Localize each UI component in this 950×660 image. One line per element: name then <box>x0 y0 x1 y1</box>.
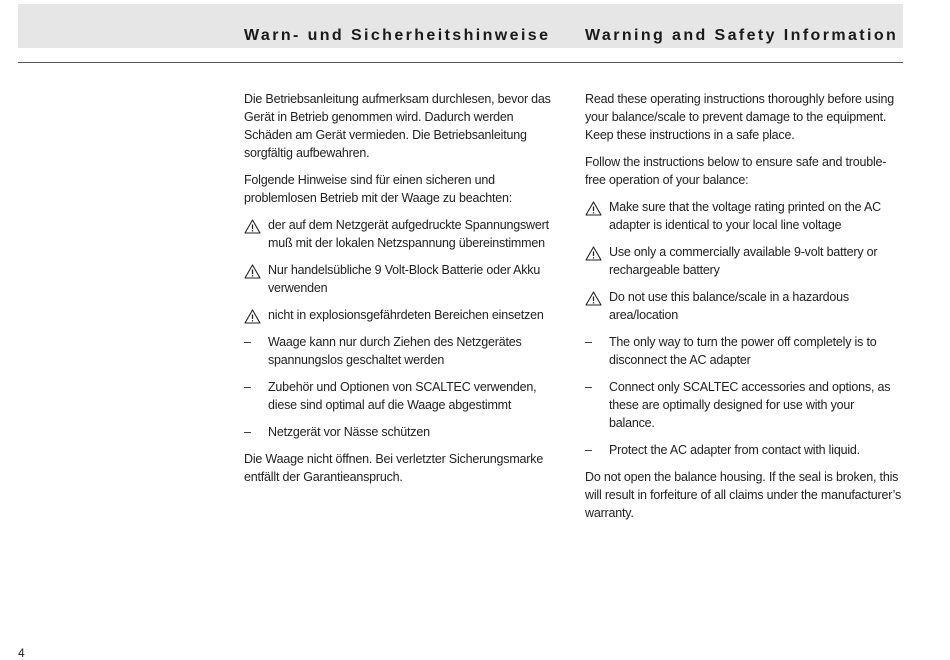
lead-paragraph: Follow the instructions below to ensure safe and trouble-free operation of your balance: <box>585 155 887 187</box>
dash-item-text: Netzgerät vor Nässe schützen <box>268 425 430 439</box>
closing-paragraph: Die Waage nicht öffnen. Bei verletzter Sicherungsmarke entfällt der Garantieanspruch. <box>244 452 544 484</box>
warning-triangle-icon <box>244 216 264 234</box>
warning-text: Make sure that the voltage rating printed on the AC adapter is identical to your local line voltage <box>609 200 881 232</box>
warning-text: der auf dem Netzgerät aufgedruckte Spannungswert muß mit der lokalen Netzspannung übereinstimmen <box>268 218 549 250</box>
dash-item-text: Connect only SCALTEC accessories and options, as these are optimally designed for use with your balance. <box>609 380 891 430</box>
dash-item-text: Zubehör und Optionen von SCALTEC verwenden, diese sind optimal auf die Waage abgestimmt <box>268 380 537 412</box>
warning-item <box>585 243 903 279</box>
warning-triangle-icon <box>585 243 605 261</box>
german-column <box>244 90 562 495</box>
warning-item <box>244 261 562 297</box>
section-title-german: Warn- und Sicherheitshinweise <box>244 27 551 44</box>
dash-item <box>585 333 903 369</box>
page-number: 4 <box>18 646 25 660</box>
intro-paragraph: Die Betriebsanleitung aufmerksam durchlesen, bevor das Gerät in Betrieb genommen wird. Dadurch werden Schäden am Gerät vermieden. Die Betriebsanleitung sorgfältig aufbewahren. <box>244 92 551 160</box>
dash-item-text: The only way to turn the power off completely is to disconnect the AC adapter <box>609 335 877 367</box>
warning-triangle-icon <box>244 261 264 279</box>
dash-item <box>244 378 562 414</box>
header-divider <box>18 62 903 63</box>
english-column <box>585 90 903 531</box>
dash-item <box>585 441 903 459</box>
warning-item <box>585 288 903 324</box>
section-title-english: Warning and Safety Information <box>585 27 899 44</box>
dash-item <box>244 423 562 441</box>
warning-text: Do not use this balance/scale in a hazardous area/location <box>609 290 849 322</box>
dash-marker: – <box>585 380 592 394</box>
warning-triangle-icon <box>244 306 264 324</box>
dash-marker: – <box>585 443 592 457</box>
dash-item-text: Waage kann nur durch Ziehen des Netzgerätes spannungslos geschaltet werden <box>268 335 522 367</box>
dash-marker: – <box>585 335 592 349</box>
warning-triangle-icon <box>585 198 605 216</box>
dash-marker: – <box>244 380 251 394</box>
intro-paragraph: Read these operating instructions thoroughly before using your balance/scale to prevent damage to the equipment. Keep these instructions in a safe place. <box>585 92 894 142</box>
warning-item <box>244 306 562 324</box>
closing-paragraph: Do not open the balance housing. If the seal is broken, this will result in forfeiture of all claims under the manufacturer’s warranty. <box>585 470 902 520</box>
warning-text: nicht in explosionsgefährdeten Bereichen einsetzen <box>268 308 544 322</box>
warning-item <box>244 216 562 252</box>
dash-item-text: Protect the AC adapter from contact with liquid. <box>609 443 860 457</box>
dash-marker: – <box>244 335 251 349</box>
dash-item <box>244 333 562 369</box>
warning-item <box>585 198 903 234</box>
warning-triangle-icon <box>585 288 605 306</box>
dash-item <box>585 378 903 432</box>
warning-text: Use only a commercially available 9-volt battery or rechargeable battery <box>609 245 878 277</box>
dash-marker: – <box>244 425 251 439</box>
lead-paragraph: Folgende Hinweise sind für einen sicheren und problemlosen Betrieb mit der Waage zu beachten: <box>244 173 513 205</box>
warning-text: Nur handelsübliche 9 Volt-Block Batterie oder Akku verwenden <box>268 263 541 295</box>
